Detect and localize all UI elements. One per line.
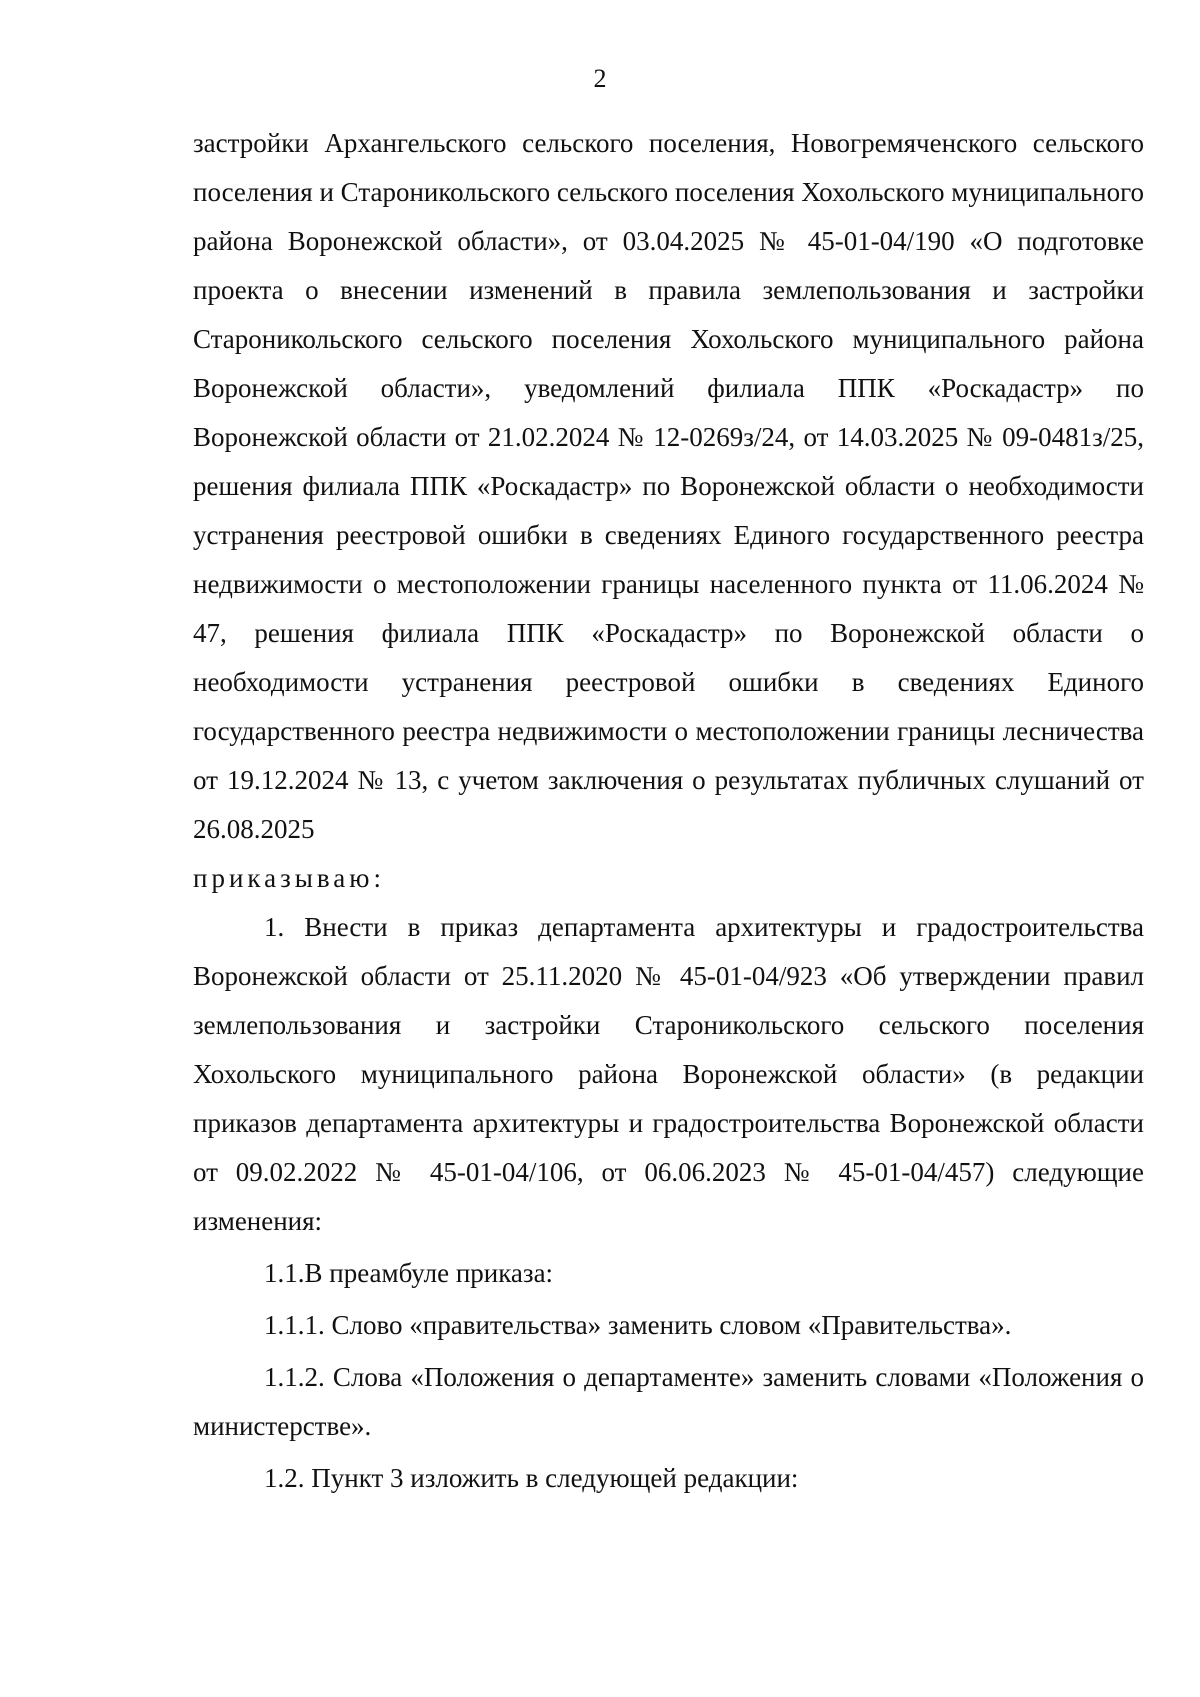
item-1-1-2-paragraph: 1.1.2. Слова «Положения о департаменте» заменить словами «Положения о министерстве». <box>193 1362 1144 1441</box>
item-1-2-paragraph: 1.2. Пункт 3 изложить в следующей редакции: <box>264 1463 799 1493</box>
item-1-1-1-paragraph: 1.1.1. Слово «правительства» заменить словом «Правительства». <box>264 1310 1012 1340</box>
item-1-1-paragraph: 1.1.В преамбуле приказа: <box>264 1258 554 1288</box>
page-number: 2 <box>593 64 607 93</box>
item-1-paragraph: 1. Внести в приказ департамента архитектуры и градостроительства Воронежской области от 25.11.2020 № 45-01-04/923 «Об утверждении правил землепользования и застройки Староникольского сельского поселения Хохольского муниципального района Воронежской области» (в редакции приказов департамента архитектуры и градостроительства Воронежской области от 09.02.2022 № 45-01-04/106, от 06.06.2023 № 45-01-04/457) следующие изменения: <box>193 912 1144 1236</box>
order-word: приказываю: <box>193 863 385 893</box>
document-body <box>193 119 1144 1503</box>
preamble-paragraph: застройки Архангельского сельского поселения, Новогремяченского сельского поселения и Староникольского сельского поселения Хохольского муниципального района Воронежской области», от 03.04.2025 № 45-01-04/190 «О подготовке проекта о внесении изменений в правила землепользования и застройки Староникольского сельского поселения Хохольского муниципального района Воронежской области», уведомлений филиала ППК «Роскадастр» по Воронежской области от 21.02.2024 № 12-0269з/24, от 14.03.2025 № 09-0481з/25, решения филиала ППК «Роскадастр» по Воронежской области о необходимости устранения реестровой ошибки в сведениях Единого государственного реестра недвижимости о местоположении границы населенного пункта от 11.06.2024 № 47, решения филиала ППК «Роскадастр» по Воронежской области о необходимости устранения реестровой ошибки в сведениях Единого государственного реестра недвижимости о местоположении границы лесничества от 19.12.2024 № 13, с учетом заключения о результатах публичных слушаний от 26.08.2025 <box>193 128 1144 844</box>
